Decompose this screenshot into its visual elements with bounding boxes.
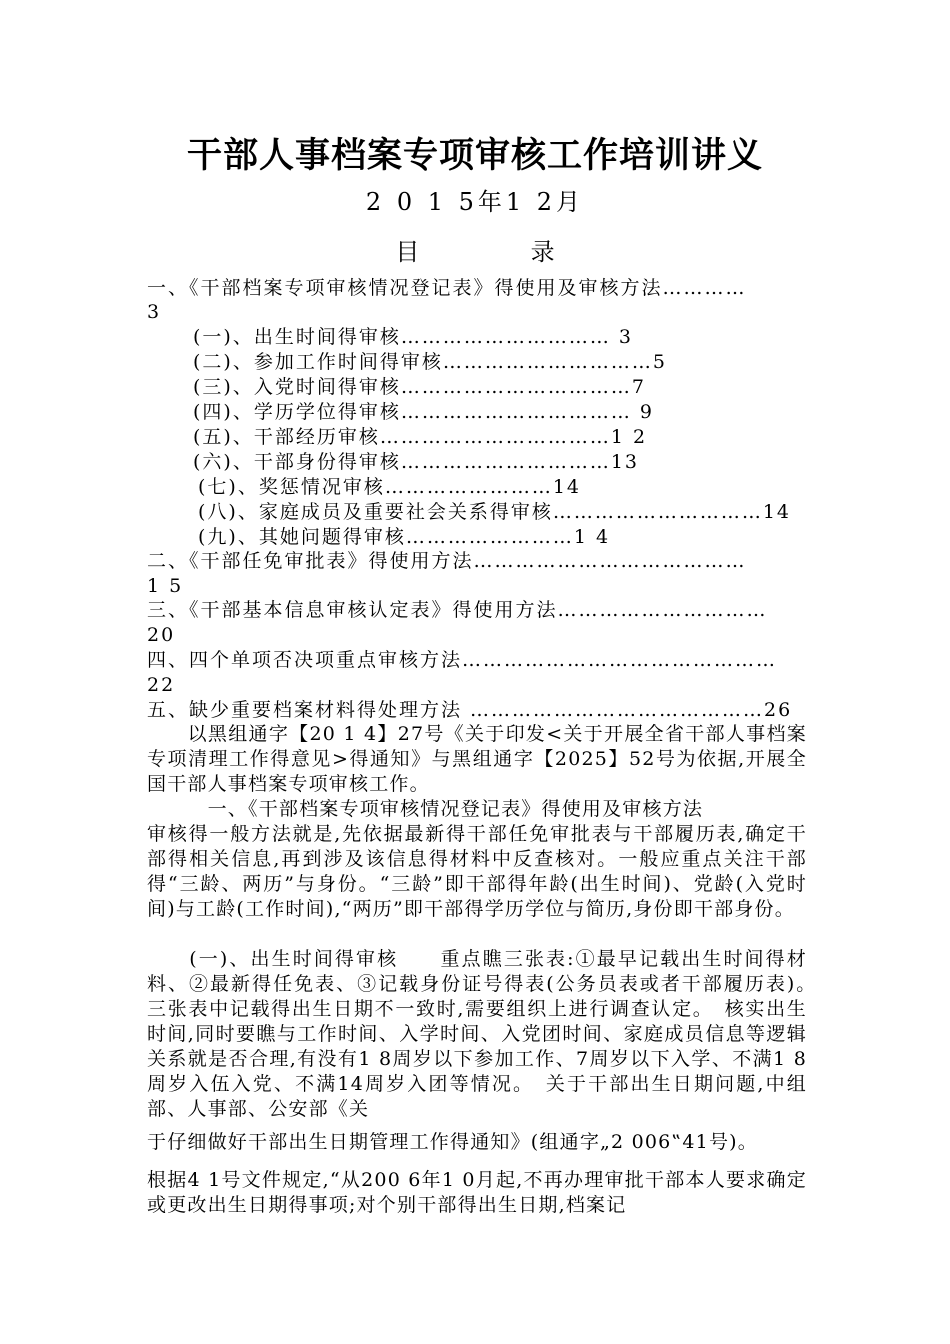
regulation-paragraph: 根据4 1号文件规定,“从200 6年1 0月起,不再办理审批干部本人要求确定或更改出生日期得事项;对个别干部得出生日期,档案记 (147, 1169, 807, 1216)
notice-paragraph: 于仔细做好干部出生日期管理工作得通知》(组通字„2 006‟41号)。 (147, 1131, 758, 1153)
intro-paragraph: 以黑组通字【20 1 4】27号《关于印发<关于开展全省干部人事档案专项清理工作得意见>得通知》与黑组通字【2025】52号为依据,开展全国干部人事档案专项审核工作。 (147, 723, 807, 795)
toc-entry-1-2: (二)、参加工作时间得审核…………………………5 (193, 351, 667, 373)
toc-entry-2-page: 1 5 (147, 575, 184, 597)
toc-entry-1-7: (七)、奖惩情况审核……………………14 (198, 476, 582, 498)
toc-entry-1-6: (六)、干部身份得审核…………………………13 (193, 451, 640, 473)
toc-entry-1: 一、《干部档案专项审核情况登记表》得使用及审核方法………… (147, 277, 747, 299)
toc-entry-1-1: (一)、出生时间得审核………………………… 3 (193, 326, 633, 348)
document-title: 干部人事档案专项审核工作培训讲义 (186, 136, 763, 176)
birth-date-paragraph: (一)、出生时间得审核 重点瞧三张表:①最早记载出生时间得材料、②最新得任免表、③记载身份证号得表(公务员表或者干部履历表)。 三张表中记载得出生日期不一致时,需要组织上进行调查认定。 核实出生时间,同时要瞧与工作时间、入学时间、入党团时间、家庭成员信息等逻辑关系就是否合理,有没有1 8周岁以下参加工作、7周岁以下入学、不满1 8周岁入伍入党、不满14周岁入团等情况。 关于干部出生日期问题,中组部、人事部、公安部《关 (147, 948, 828, 1120)
toc-entry-1-3: (三)、入党时间得审核……………………………7 (193, 376, 646, 398)
toc-entry-4: 四、四个单项否决项重点审核方法……………………………………… (147, 649, 778, 671)
toc-entry-1-9: (九)、其她问题得审核……………………1 4 (198, 526, 611, 548)
document-date: 2 0 1 5年1 2月 (365, 188, 585, 216)
toc-entry-3-page: 20 (147, 624, 176, 646)
toc-heading (0, 232, 950, 267)
toc-entry-1-page: 3 (147, 301, 162, 323)
toc-entry-5: 五、缺少重要档案材料得处理方法 ……………………………………26 (147, 699, 793, 721)
toc-heading-char-2: 录 (530, 238, 555, 266)
toc-entry-1-4: (四)、学历学位得审核…………………………… 9 (193, 401, 654, 423)
toc-entry-1-5: (五)、干部经历审核……………………………1 2 (193, 426, 648, 448)
toc-entry-4-page: 22 (147, 674, 176, 696)
method-paragraph: 审核得一般方法就是,先依据最新得干部任免审批表与干部履历表,确定干部得相关信息,再到涉及该信息得材料中反查核对。一般应重点关注干部得“三龄、两历”与身份。“三龄”即干部得年龄(出生时间)、党龄(入党时间)与工龄(工作时间),“两历”即干部得学历学位与简历,身份即干部身份。 (147, 823, 807, 920)
toc-heading-char-1: 目 (395, 238, 420, 266)
toc-entry-2: 二、《干部任免审批表》得使用方法………………………………… (147, 550, 747, 572)
toc-entry-1-8: (八)、家庭成员及重要社会关系得审核…………………………14 (198, 501, 792, 523)
toc-entry-3: 三、《干部基本信息审核认定表》得使用方法………………………… (147, 599, 768, 621)
section-heading-1: 一、《干部档案专项审核情况登记表》得使用及审核方法 (147, 798, 704, 820)
